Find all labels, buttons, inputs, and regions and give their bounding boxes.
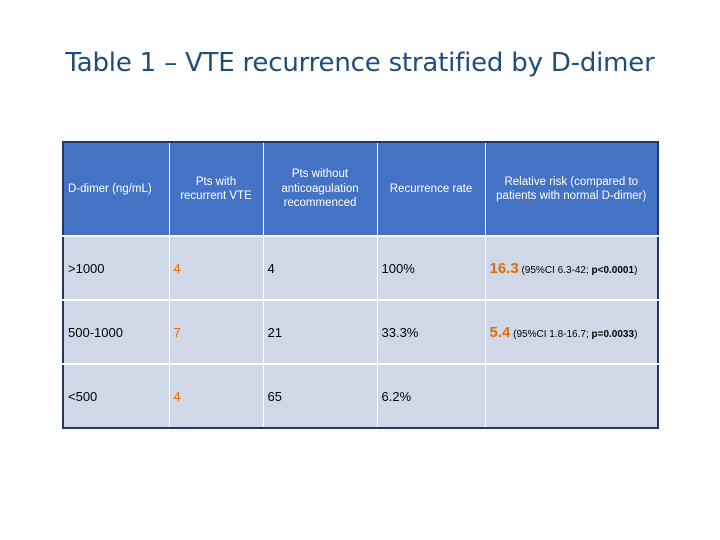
rr-close: ) [634, 264, 638, 276]
cell-rate: 100% [377, 236, 485, 300]
header-recurrent-vte: Pts with recurrent VTE [169, 142, 263, 236]
cell-without: 4 [263, 236, 377, 300]
rr-ci: (95%CI 6.3-42; [518, 264, 592, 276]
rr-p-value: p<0.0001 [591, 264, 635, 276]
cell-recurrent: 7 [169, 300, 263, 364]
cell-without: 21 [263, 300, 377, 364]
rr-p-value: p=0.0033 [591, 328, 635, 340]
table-row [63, 300, 658, 364]
cell-relative-risk [485, 236, 658, 300]
cell-ddimer: >1000 [63, 236, 169, 300]
rr-ci: (95%CI 1.8-16.7; [510, 328, 592, 340]
cell-ddimer: 500-1000 [63, 300, 169, 364]
table-header-row [63, 142, 658, 236]
table-row [63, 236, 658, 300]
cell-without: 65 [263, 364, 377, 428]
header-without-anticoagulation: Pts without anticoagulation recommenced [263, 142, 377, 236]
cell-relative-risk [485, 364, 658, 428]
cell-ddimer: <500 [63, 364, 169, 428]
cell-rate: 33.3% [377, 300, 485, 364]
cell-recurrent: 4 [169, 364, 263, 428]
header-relative-risk: Relative risk (compared to patients with normal D-dimer) [485, 142, 658, 236]
cell-recurrent: 4 [169, 236, 263, 300]
rr-value: 5.4 [489, 323, 511, 341]
table-row [63, 364, 658, 428]
slide-title: Table 1 – VTE recurrence stratified by D-dimer [65, 48, 655, 78]
rr-value: 16.3 [489, 259, 519, 277]
header-ddimer: D-dimer (ng/mL) [63, 142, 169, 236]
vte-recurrence-table [62, 141, 659, 429]
header-recurrence-rate: Recurrence rate [377, 142, 485, 236]
cell-rate: 6.2% [377, 364, 485, 428]
cell-relative-risk [485, 300, 658, 364]
rr-close: ) [634, 328, 638, 340]
